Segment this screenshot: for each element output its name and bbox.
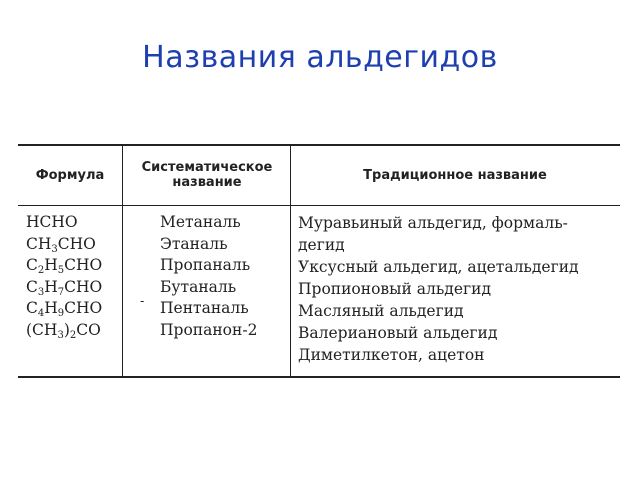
formula-row	[26, 298, 102, 320]
formula-text: CHO	[64, 299, 103, 317]
stray-mark: -	[140, 294, 145, 308]
traditional-name-line: Муравьиный альдегид, формаль-	[298, 214, 568, 232]
formula-subscript: 2	[69, 329, 77, 341]
traditional-name-column	[298, 212, 579, 366]
formula-row	[26, 320, 102, 342]
formula-text: C	[26, 277, 38, 296]
header-formula: Формула	[35, 168, 105, 183]
header-traditional-name: Традиционное название	[363, 168, 547, 183]
systematic-name-row: Пентаналь	[160, 299, 249, 317]
table-bottom-border	[18, 376, 620, 378]
formula-subscript: 4	[37, 308, 45, 319]
formula-column-divider	[122, 144, 123, 378]
traditional-name-line: Уксусный альдегид, ацетальдегид	[298, 258, 579, 276]
traditional-name-line: Валериановый альдегид	[298, 324, 498, 342]
formula-column	[26, 212, 102, 341]
header-bottom-border	[18, 205, 620, 206]
systematic-name-row: Бутаналь	[160, 277, 237, 296]
traditional-name-line: Пропионовый альдегид	[298, 280, 491, 298]
formula-text: H	[44, 277, 58, 296]
aldehyde-names-table	[18, 144, 620, 378]
formula-text: CH	[26, 234, 52, 253]
formula-subscript: 7	[57, 286, 65, 298]
systematic-name-column	[160, 212, 257, 341]
formula-text: CO	[76, 320, 101, 339]
formula-subscript: 9	[57, 308, 65, 319]
traditional-name-line: Диметилкетон, ацетон	[298, 346, 485, 364]
systematic-name-row: Метаналь	[160, 213, 241, 231]
traditional-name-line: дегид	[298, 236, 345, 254]
formula-row	[26, 277, 102, 299]
systematic-name-row: Пропаналь	[160, 256, 251, 274]
traditional-name-line: Масляный альдегид	[298, 302, 464, 320]
formula-row	[26, 212, 102, 234]
formula-text: C	[26, 256, 38, 274]
systematic-name-row: Этаналь	[160, 234, 228, 253]
formula-row	[26, 255, 102, 277]
systematic-name-row: Пропанон-2	[160, 320, 258, 339]
formula-text: HCHO	[26, 213, 78, 231]
formula-text: H	[44, 299, 58, 317]
formula-subscript: 3	[37, 286, 45, 298]
formula-text: )	[63, 320, 70, 339]
formula-text: CHO	[64, 256, 103, 274]
formula-text: H	[44, 256, 58, 274]
formula-subscript: 3	[57, 329, 64, 341]
header-systematic-name: Систематическое название	[141, 160, 273, 190]
formula-subscript: 2	[37, 265, 45, 276]
table-top-border	[18, 144, 620, 146]
formula-subscript: 3	[51, 243, 58, 255]
formula-text: C	[26, 299, 38, 317]
formula-text: CHO	[57, 234, 96, 253]
slide-title: Названия альдегидов	[142, 40, 498, 75]
formula-text: CHO	[64, 277, 103, 296]
formula-row	[26, 234, 102, 256]
formula-text: (CH	[26, 320, 58, 339]
formula-subscript: 5	[57, 265, 65, 276]
